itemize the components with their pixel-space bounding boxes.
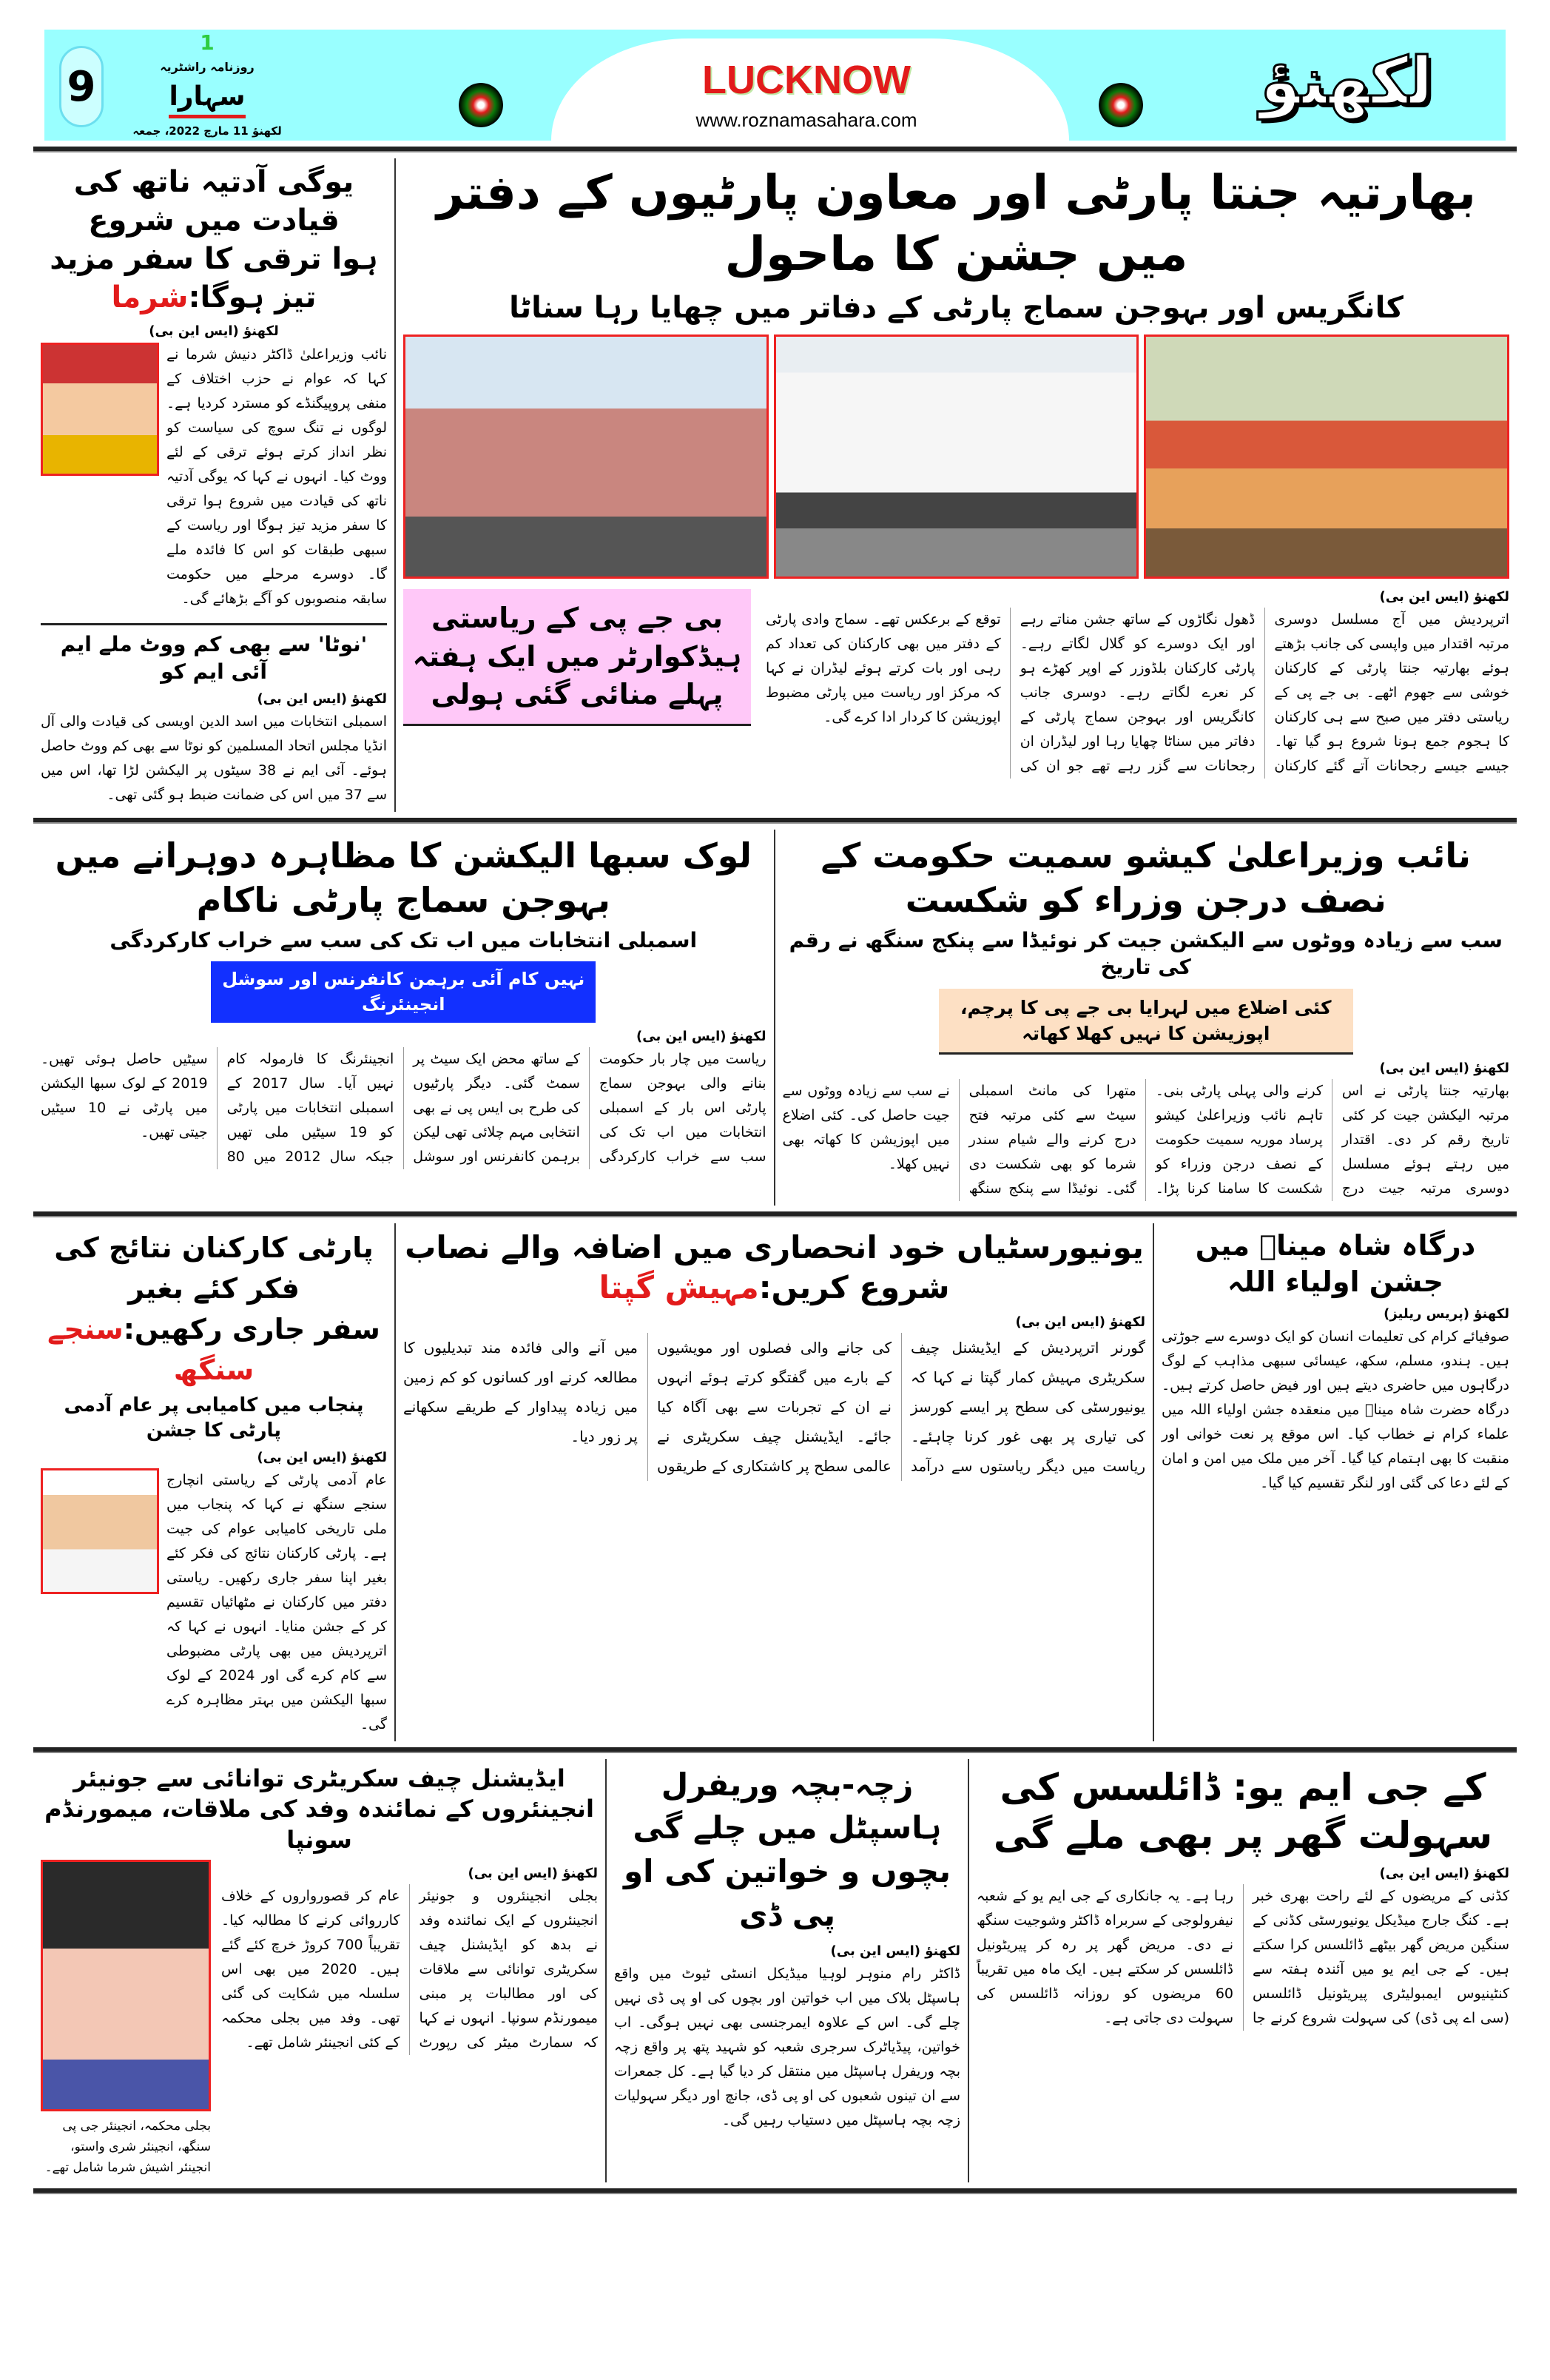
article-opd (607, 1759, 969, 2183)
box-headline: بی جے پی کے ریاستی ہیڈکوارٹر میں ایک ہفتہ پہلے منائی گئی ہولی (412, 602, 742, 710)
row-middle (33, 830, 1517, 1205)
engineers-content (41, 1860, 598, 2178)
box-headline: کئی اضلاع میں لہرایا بی جے پی کا پرچم، اپوزیشن کا نہیں کھلا کھاتہ (939, 989, 1353, 1055)
article-sanjay (33, 1223, 396, 1741)
row-top (33, 158, 1517, 812)
article-body: ریاست میں چار بار حکومت بنانے والی بہوجن سماج پارٹی اس بار کے اسمبلی انتخابات میں اب تک کی سب سے خراب کارکردگی کے ساتھ محض ایک سیٹ پر سمٹ گئی۔ دیگر پارٹیوں کی طرح بی ایس پی نے بھی انتخابی مہم چلائی تھی لیکن برہمن کانفرنس اور سوشل انجینئرنگ کا فارمولہ کام نہیں آیا۔ سال 2017 کے اسمبلی انتخابات میں پارٹی کو 19 سیٹیں ملی تھیں جبکہ سال 2012 میں 80 سیٹیں حاصل ہوئی تھیں۔ 2019 کے لوک سبھا الیکشن میں پارٹی نے 10 سیٹیں جیتی تھیں۔ (41, 1051, 766, 1166)
lead-text-area (403, 583, 1509, 779)
article-body: صوفیائے کرام کی تعلیمات انسان کو ایک دوسرے سے جوڑتی ہیں۔ ہندو، مسلم، سکھ، عیسائی سبھی مذاہب کے لوگ درگاہوں میں حاضری دیتے ہیں اور فیض حاصل کرتے ہیں۔ درگاہ حضرت شاہ میناؒ میں منعقدہ جشن اولیاء اللہ میں علماء کرام نے خطاب کیا۔ اس موقع پر نعت خوانی اور منقبت کا بھی اہتمام کیا گیا۔ آخر میں ملک میں امن و امان کے لئے دعا کی گئی اور لنگر تقسیم کیا گیا۔ (1162, 1328, 1509, 1492)
lead-headline: بھارتیہ جنتا پارٹی اور معاون پارٹیوں کے دفتر میں جشن کا ماحول (437, 166, 1476, 283)
dateline: لکھنؤ (ایس این بی) (257, 1449, 387, 1465)
article-engineers (33, 1759, 607, 2183)
photo-engineer (41, 1860, 211, 2111)
headline: پارٹی کارکنان نتائج کی فکر کئے بغیر سفر جاری رکھیں:سنجے سنگھ (47, 1231, 380, 1386)
photo-dinesh-sharma (41, 343, 159, 476)
paper-logo: سہارا (169, 79, 245, 118)
dateline: لکھنؤ (پریس ریلیز) (1384, 1306, 1509, 1322)
headline: یوگی آدتیہ ناتھ کی قیادت میں شروع ہوا ترقی کا سفر مزید تیز ہوگا:شرما (50, 165, 378, 315)
dateline: لکھنؤ (ایس این بی) (468, 1866, 598, 1882)
article-body: بجلی انجینئروں و جونیئر انجینئروں کے ایک نمائندہ وفد نے بدھ کو ایڈیشنل چیف سکریٹری توانائی سے ملاقات کی اور مطالبات پر مبنی میمورنڈم سونپا۔ انہوں نے کہا کہ سمارٹ میٹر کی رپورٹ عام کر قصورواروں کے خلاف کارروائی کرنے کا مطالبہ کیا۔ تقریباً 700 کروڑ خرچ کئے گئے ہیں۔ 2020 میں بھی اس سلسلہ میں شکایت کی گئی تھی۔ وفد میں بجلی محکمہ کے کئی انجینئر شامل تھے۔ (221, 1888, 598, 2051)
paper-logo-block (126, 31, 289, 139)
row-bottom (33, 1759, 1517, 2183)
article-lead (396, 158, 1517, 812)
dateline: لکھنؤ (ایس این بی) (1015, 1314, 1145, 1330)
headline: کے جی ایم یو: ڈائلسس کی سہولت گھر پر بھی ملے گی (993, 1765, 1493, 1857)
headline: یونیورسٹیاں خود انحصاری میں اضافہ والے نصاب شروع کریں:مہیش گپتا (405, 1228, 1144, 1306)
photo-bjp-office (403, 335, 769, 579)
article-body: ڈاکٹر رام منوہر لوہیا میڈیکل انسٹی ٹیوٹ میں واقع ہاسپٹل بلاک میں اب خواتین اور بچوں کی او پی ڈی نہیں چلے گی۔ اس کے علاوہ ایمرجنسی بھی نہیں ہوگی۔ اب خواتین، پیڈیاٹرک سرجری شعبہ کو شہید پتھ پر واقع زچہ بچہ وریفرل ہاسپٹل میں منتقل کر دیا گیا ہے۔ کل جمعرات سے ان تینوں شعبوں کی او پی ڈی، جانچ اور دیگر سہولیات زچہ بچہ ہاسپٹل میں دستیاب رہیں گی۔ (614, 1965, 960, 2128)
sanjay-photo-text (41, 1468, 387, 1737)
subheadline: اسمبلی انتخابات میں اب تک کی سب سے خراب کارکردگی (109, 927, 698, 952)
subheadline: پنجاب میں کامیابی پر عام آدمی پارٹی کا جشن (64, 1394, 364, 1442)
holi-box (403, 589, 751, 726)
photo-celebration (1144, 335, 1509, 579)
headline: زچہ-بچہ وریفرل ہاسپٹل میں چلے گی بچوں و خواتین کی او پی ڈی (624, 1766, 951, 1933)
dateline: لکھنؤ (ایس این بی) (830, 1943, 960, 1959)
divider (33, 1211, 1517, 1217)
masthead (44, 30, 1506, 141)
website-link[interactable]: www.roznamasahara.com (695, 109, 917, 131)
photo-party-building (774, 335, 1139, 579)
dateline: لکھنؤ (ایس این بی) (1379, 1865, 1509, 1881)
subheadline: سب سے زیادہ ووٹوں سے الیکشن جیت کر نوئیڈا سے پنکج سنگھ نے رقم کی تاریخ (789, 927, 1503, 980)
paper-tagline: روزنامہ راشٹریہ (160, 59, 255, 74)
engineers-text (221, 1860, 598, 2178)
article-body: اسمبلی انتخابات میں اسد الدین اویسی کی قیادت والی آل انڈیا مجلس اتحاد المسلمین کو نوٹا سے بھی کم ووٹ حاصل ہوئے۔ آئی ایم نے 38 سیٹوں پر الیکشن لڑا تھا، اس میں سے 37 میں اس کی ضمانت ضبط ہو گئی تھی۔ (41, 713, 388, 804)
page-number-badge: 9 (59, 46, 104, 127)
article-dargah (1154, 1223, 1517, 1741)
anniversary-badge: 1 (200, 30, 215, 55)
article-body: عام آدمی پارٹی کے ریاستی انچارج سنجے سنگھ نے کہا کہ پنجاب میں ملی تاریخی کامیابی عوام کی جیت ہے۔ پارٹی کارکنان نتائج کی فکر کئے بغیر اپنا سفر جاری رکھیں۔ ریاستی دفتر میں کارکنان نے مٹھائیاں تقسیم کر کے جشن منایا۔ انہوں نے کہا کہ اترپردیش میں بھی پارٹی مضبوطی سے کام کرے گی اور 2024 کے لوک سبھا الیکشن میں بہتر مظاہرہ کرے گی۔ (166, 1471, 387, 1732)
subheadline: 'نوٹا' سے بھی کم ووٹ ملے ایم آئی ایم کو (41, 623, 387, 685)
edition-english: LUCKNOW (702, 58, 911, 102)
lead-subheadline: کانگریس اور بہوجن سماج پارٹی کے دفاتر میں چھایا رہا سناٹا (509, 291, 1404, 326)
headline: ایڈیشنل چیف سکریٹری توانائی سے جونیئر انجینئروں کے نمائندہ وفد کی ملاقات، میمورنڈم سونپا (44, 1764, 594, 1854)
issue-date: لکھنؤ 11 مارچ 2022، جمعہ (132, 124, 282, 138)
yogi-photo-text (41, 343, 387, 611)
article-body: بھارتیہ جنتا پارٹی نے اس مرتبہ الیکشن جیت کر کئی تاریخ رقم کر دی۔ اقتدار میں رہتے ہوئے مسلسل دوسری مرتبہ جیت درج کرنے والی پہلی پارٹی بنی۔ تاہم نائب وزیراعلیٰ کیشو پرساد موریہ سمیت حکومت کے نصف درجن وزراء کو شکست کا سامنا کرنا پڑا۔ متھرا کی مانٹ اسمبلی سیٹ سے کئی مرتبہ فتح درج کرنے والے شیام سندر شرما کو بھی شکست دی گئی۔ نوئیڈا سے پنکج سنگھ نے سب سے زیادہ ووٹوں سے جیت حاصل کی۔ کئی اضلاع میں اپوزیشن کا کھاتہ بھی نہیں کھلا۔ (782, 1082, 1509, 1197)
row-third (33, 1223, 1517, 1741)
dateline: لکھنؤ (ایس این بی) (257, 691, 387, 707)
edition-urdu: لکھنؤ (1260, 43, 1433, 119)
article-deputy (775, 830, 1517, 1205)
headline: درگاہ شاہ میناؒ میں جشن اولیاء اللہ (1195, 1228, 1476, 1298)
lead-body: اترپردیش میں آج مسلسل دوسری مرتبہ اقتدار میں واپسی کی جانب بڑھتے ہوئے بھارتیہ جنتا پارٹی کے کارکنان خوشی سے جھوم اٹھے۔ بی جے پی کے ریاستی دفتر میں صبح سے ہی کارکنان کا ہجوم جمع ہونا شروع ہو گیا تھا۔ جیسے جیسے رجحانات آتے گئے کارکنان ڈھول نگاڑوں کے ساتھ جشن مناتے رہے اور ایک دوسرے کو گلال لگاتے رہے۔ پارٹی کارکنان بلڈوزر کے اوپر کھڑے ہو کر نعرے لگاتے رہے۔ دوسری جانب کانگریس اور بہوجن سماج پارٹی کے دفاتر میں سناٹا چھایا رہا اور لیڈران ان رجحانات سے گزر رہے تھے جو ان کی توقع کے برعکس تھے۔ سماج وادی پارٹی کے دفتر میں بھی کارکنان کی تعداد کم رہی اور بات کرتے ہوئے لیڈران نے کہا کہ مرکز اور ریاست میں پارٹی مضبوط اپوزیشن کا کردار ادا کرے گی۔ (766, 611, 1509, 775)
article-body: گورنر اترپردیش کے ایڈیشنل چیف سکریٹری مہیش کمار گپتا نے کہا کہ یونیورسٹی کی سطح پر ایسے کورسز کی تیاری پر بھی غور کرنا چاہئے۔ ریاست میں دیگر ریاستوں سے درآمد کی جانے والی فصلوں اور مویشیوں کے بارے میں گفتگو کرتے ہوئے انہوں نے ان کے تجربات سے بھی آگاہ کیا جائے۔ ایڈیشنل چیف سکریٹری نے عالمی سطح پر کاشتکاری کے طریقوں میں آنے والی فائدہ مند تبدیلیوں کا مطالعہ کرنے اور کسانوں کو کم زمین میں زیادہ پیداوار کے طریقے سکھانے پر زور دیا۔ (403, 1338, 1145, 1475)
article-yogi (33, 158, 396, 812)
dateline: لکھنؤ (ایس این بی) (149, 323, 279, 339)
article-body: نائب وزیراعلیٰ ڈاکٹر دنیش شرما نے کہا کہ عوام نے حزب اختلاف کے منفی پروپیگنڈے کو مسترد کردیا ہے۔ لوگوں نے تنگ سوچ کی سیاست کو نظر انداز کرتے ہوئے ترقی کے لئے ووٹ کیا۔ انہوں نے کہا کہ یوگی آدتیہ ناتھ کی قیادت میں شروع ہوا ترقی کا سفر مزید تیز ہوگا اور ریاست کے سبھی طبقات کو اس کا فائدہ ملے گا۔ دوسرے مرحلے میں حکومت سابقہ منصوبوں کو آگے بڑھائے گی۔ (166, 346, 387, 608)
emblem-icon (459, 83, 503, 127)
divider (33, 2188, 1517, 2194)
photo-sanjay-singh (41, 1468, 159, 1594)
divider (33, 147, 1517, 152)
article-bsp (33, 830, 775, 1205)
article-university (396, 1223, 1154, 1741)
dateline: لکھنؤ (ایس این بی) (1379, 1060, 1509, 1076)
headline: نائب وزیراعلیٰ کیشو سمیت حکومت کے نصف درجن وزراء کو شکست (821, 836, 1471, 920)
divider (33, 818, 1517, 824)
box-headline: نہیں کام آئی برہمن کانفرنس اور سوشل انجینئرنگ (211, 961, 596, 1023)
dateline: لکھنؤ (ایس این بی) (636, 1029, 766, 1045)
lead-text (766, 583, 1509, 779)
emblem-icon (1099, 83, 1143, 127)
article-kgmu (969, 1759, 1517, 2183)
engineers-photo-block (41, 1860, 211, 2178)
dateline: لکھنؤ (ایس این بی) (1379, 589, 1509, 605)
article-body: کڈنی کے مریضوں کے لئے راحت بھری خبر ہے۔ کنگ جارج میڈیکل یونیورسٹی کڈنی کے سنگین مریض گھر بیٹھے ڈائلسس کرا سکتے ہیں۔ کے جی ایم یو میں آئندہ ہفتہ سے کنٹینیوس ایمبولیٹری پیریٹونیل ڈائلسس (سی اے پی ڈی) کی سہولت شروع کرنے جا رہا ہے۔ یہ جانکاری کے جی ایم یو کے شعبہ نیفرولوجی کے سربراہ ڈاکٹر وشوجیت سنگھ نے دی۔ مریض گھر پر رہ کر پیریٹونیل ڈائلسس کر سکتے ہیں۔ ایک ماہ میں تقریباً 60 مریضوں کو روزانہ ڈائلسس کی سہولت دی جاتی ہے۔ (977, 1887, 1509, 2026)
divider (33, 1747, 1517, 1753)
photo-strip (403, 335, 1509, 579)
headline: لوک سبھا الیکشن کا مظاہرہ دوہرانے میں بہوجن سماج پارٹی ناکام (55, 836, 752, 920)
photo-caption: بجلی محکمہ، انجینئر جی پی سنگھ، انجینئر شری واستو، انجینئر اشیش شرما شامل تھے۔ (44, 2119, 211, 2176)
